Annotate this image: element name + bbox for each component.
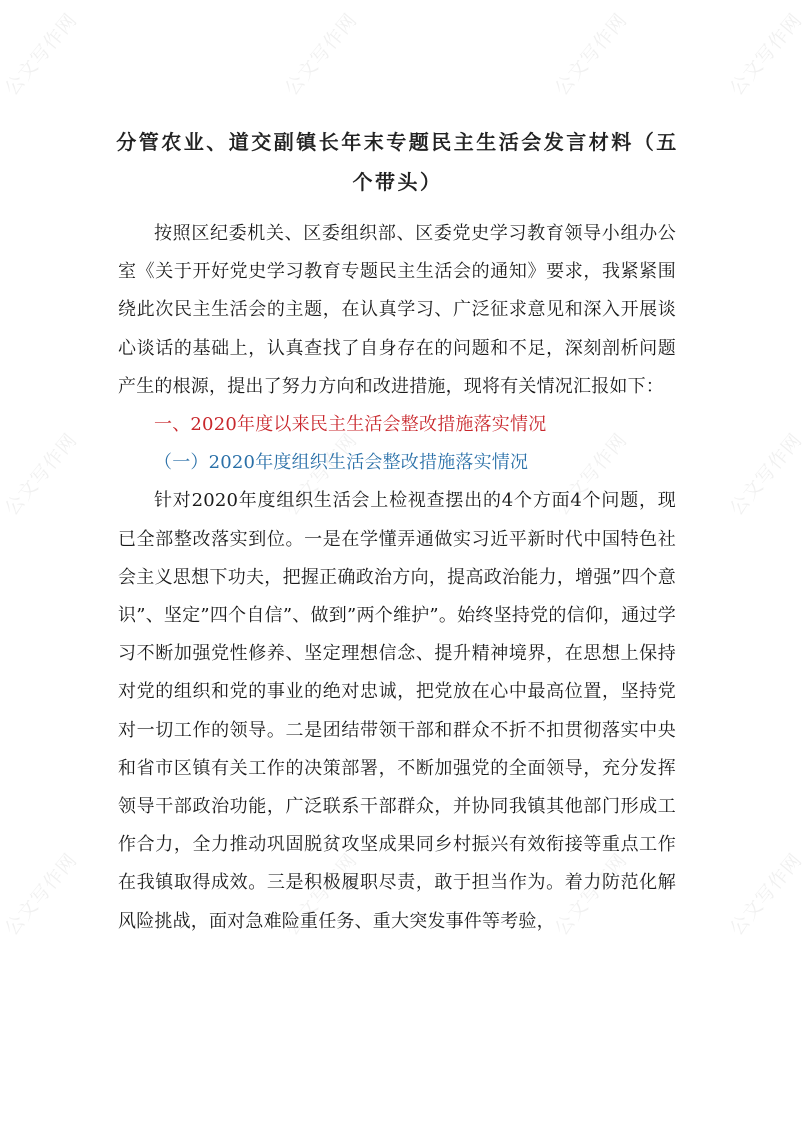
watermark-text: 公文写作网 bbox=[725, 429, 807, 520]
document-title: 分管农业、道交副镇长年末专题民主生活会发言材料（五个带头） bbox=[116, 130, 679, 194]
watermark-text: 公文写作网 bbox=[0, 429, 82, 520]
watermark-text: 公文写作网 bbox=[0, 9, 82, 100]
watermark-text: 公文写作网 bbox=[280, 9, 362, 100]
section-heading-2: （一）2020年度组织生活会整改措施落实情况 bbox=[154, 452, 529, 474]
watermark-text: 公文写作网 bbox=[280, 849, 362, 940]
watermark-text: 公文写作网 bbox=[550, 9, 632, 100]
section-heading-1: 一、2020年度以来民主生活会整改措施落实情况 bbox=[154, 414, 547, 436]
watermark-text: 公文写作网 bbox=[725, 849, 807, 940]
watermark-text: 公文写作网 bbox=[0, 849, 82, 940]
watermark-text: 公文写作网 bbox=[550, 849, 632, 940]
body-paragraph: 针对2020年度组织生活会上检视查摆出的4个方面4个问题，现已全部整改落实到位。一是在学懂弄通做实习近平新时代中国特色社会主义思想下功夫，把握正确政治方向，提高政治能力，增强”四个意识”、坚定”四个自信”、做到”两个维护”。始终坚持党的信仰，通过学习不断加强党性修养、坚定理想信念、提升精神境界，在思想上保持对党的组织和党的事业的绝对忠诚，把党放在心中最高位置，坚持党对一切工作的领导。二是团结带领干部和群众不折不扣贯彻落实中央和省市区镇有关工作的决策部署，不断加强党的全面领导，充分发挥领导干部政治功能，广泛联系干部群众，并协同我镇其他部门形成工作合力，全力推动巩固脱贫攻坚成果同乡村振兴有效衔接等重点工作在我镇取得成效。三是积极履职尽责，敢于担当作为。着力防范化解风险挑战，面对急难险重任务、重大突发事件等考验， bbox=[118, 490, 676, 932]
document-body bbox=[118, 215, 676, 941]
watermark-text: 公文写作网 bbox=[280, 429, 362, 520]
intro-paragraph: 按照区纪委机关、区委组织部、区委党史学习教育领导小组办公室《关于开好党史学习教育专题民主生活会的通知》要求，我紧紧围绕此次民主生活会的主题，在认真学习、广泛征求意见和深入开展谈心谈话的基础上，认真查找了自身存在的问题和不足，深刻剖析问题产生的根源，提出了努力方向和改进措施，现将有关情况汇报如下： bbox=[118, 223, 676, 397]
watermark-text: 公文写作网 bbox=[550, 429, 632, 520]
watermark-text: 公文写作网 bbox=[725, 9, 807, 100]
